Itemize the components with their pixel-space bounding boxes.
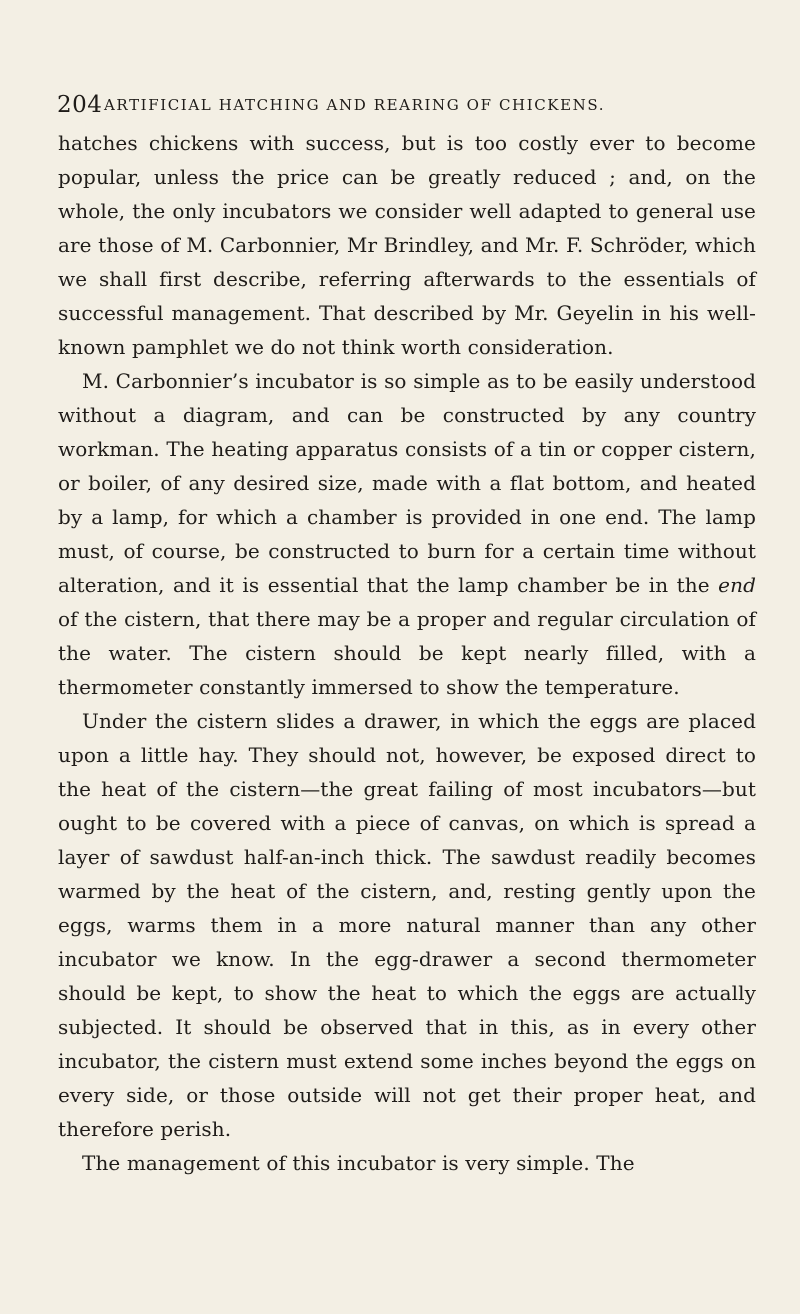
- paragraph-4: The management of this incubator is very simple. The: [82, 1151, 635, 1175]
- paragraph-2-text-b: of the cistern, that there may be a proper and regular circulation of the water. The cistern should be kept nearly filled, with a thermometer constantly immersed to show the temperature.: [58, 607, 756, 699]
- emphasis-end: end: [718, 573, 756, 597]
- paragraph-1: hatches chickens with success, but is too costly ever to become popular, unless the price can be greatly reduced ; and, on the whole, the only incubators we consider well adapted to general use are those of M. Carbonnier, Mr Brindley, and Mr. F. Schröder, which we shall first describe, referring afterwards to the essentials of successful management. That described by Mr. Geyelin in his well-known pamphlet we do not think worth consideration.: [58, 131, 756, 359]
- body-text: [58, 126, 756, 1180]
- running-title: ARTIFICIAL HATCHING AND REARING OF CHICKENS.: [104, 96, 606, 114]
- paragraph-2-text-a: M. Carbonnier’s incubator is so simple as to be easily understood without a diagram, and can be constructed by any country workman. The heating apparatus consists of a tin or copper cistern, or boiler, of any desired size, made with a flat bottom, and heated by a lamp, for which a chamber is provided in one end. The lamp must, of course, be constructed to burn for a certain time without alteration, and it is essential that the lamp chamber be in the: [58, 369, 756, 597]
- paragraph-3: Under the cistern slides a drawer, in which the eggs are placed upon a little hay. They should not, however, be exposed direct to the heat of the cistern—the great failing of most incubators—but ought to be covered with a piece of canvas, on which is spread a layer of sawdust half-an-inch thick. The sawdust readily becomes warmed by the heat of the cistern, and, resting gently upon the eggs, warms them in a more natural manner than any other incubator we know. In the egg-drawer a second thermometer should be kept, to show the heat to which the eggs are actually subjected. It should be observed that in this, as in every other incubator, the cistern must extend some inches beyond the eggs on every side, or those outside will not get their proper heat, and therefore perish.: [58, 709, 756, 1141]
- paragraph-2: [58, 364, 756, 704]
- page-number: 204: [57, 92, 103, 118]
